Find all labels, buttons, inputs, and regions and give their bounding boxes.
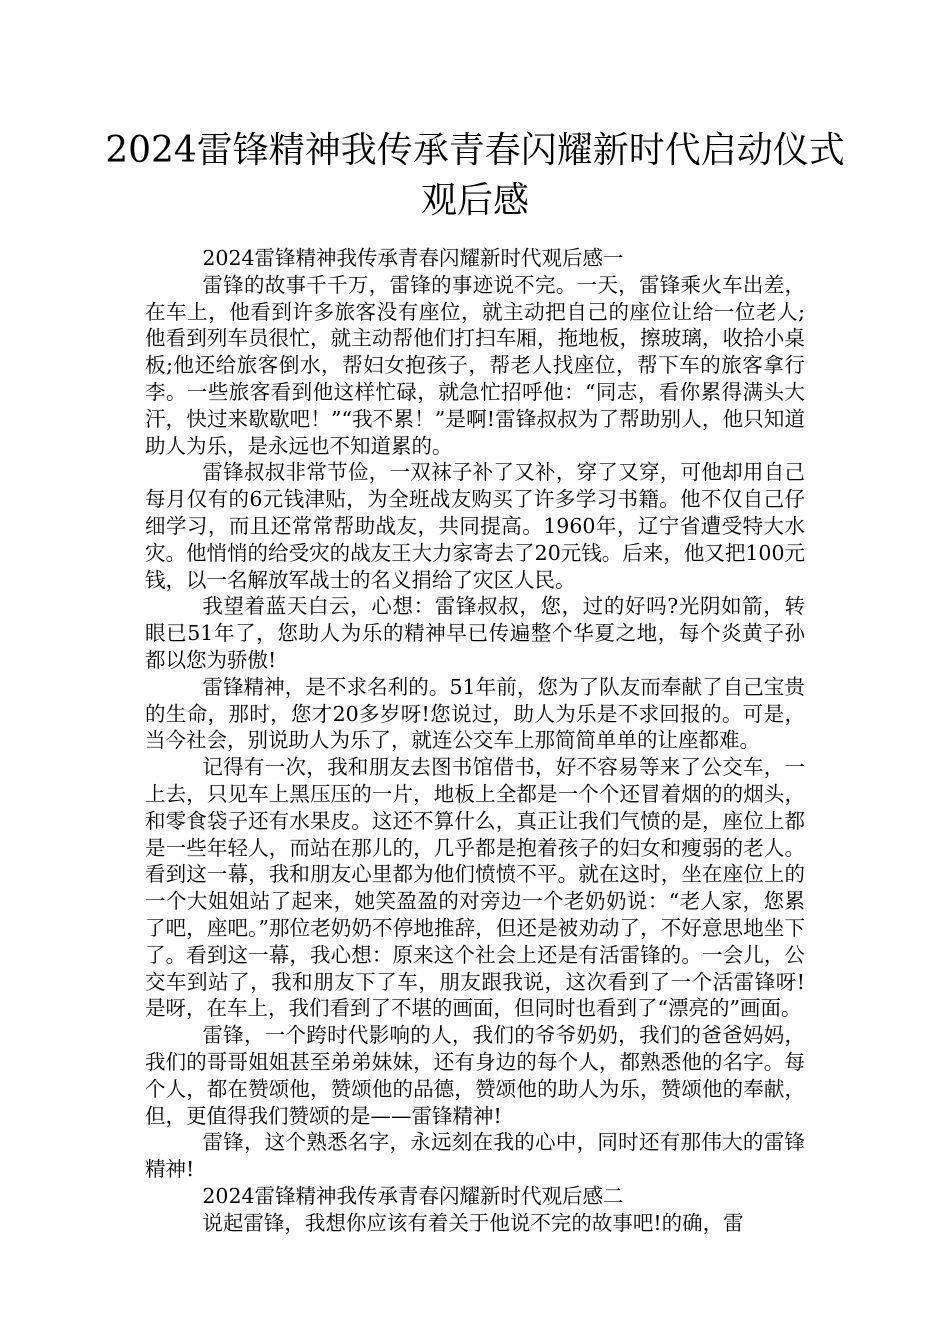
paragraph-5: 记得有一次，我和朋友去图书馆借书，好不容易等来了公交车，一上去，只见车上黑压压的一片，地板上全都是一个个还冒着烟的的烟头，和零食袋子还有水果皮。这还不算什么，真正让我们气愤的是，座位上都是一些年轻人，而站在那儿的，几乎都是抱着孩子的妇女和瘦弱的老人。看到这一幕，我和朋友心里都为他们愤愤不平。就在这时，坐在座位上的一个大姐姐站了起来，她笑盈盈的对旁边一个老奶奶说：“老人家，您累了吧，座吧。”那位老奶奶不停地推辞，但还是被劝动了，不好意思地坐下了。看到这一幕，我心想：原来这个社会上还是有活雷锋的。一会儿，公交车到站了，我和朋友下了车，朋友跟我说，这次看到了一个活雷锋呀!是呀，在车上，我们看到了不堪的画面，但同时也看到了“漂亮的”画面。	[145, 755, 805, 1021]
paragraph-4: 雷锋精神，是不求名利的。51年前，您为了队友而奉献了自己宝贵的生命，那时，您才20多岁呀!您说过，助人为乐是不求回报的。可是，当今社会，别说助人为乐了，就连公交车上那简简单单的让座都难。	[145, 674, 805, 753]
document-body	[145, 245, 805, 1236]
paragraph-6: 雷锋，一个跨时代影响的人，我们的爷爷奶奶，我们的爸爸妈妈，我们的哥哥姐姐甚至弟弟妹妹，还有身边的每个人，都熟悉他的名字。每个人，都在赞颂他，赞颂他的品德，赞颂他的助人为乐，赞颂他的奉献，但，更值得我们赞颂的是——雷锋精神!	[145, 1023, 805, 1128]
paragraph-8: 说起雷锋，我想你应该有着关于他说不完的故事吧!的确，雷	[202, 1210, 744, 1235]
paragraph-2: 雷锋叔叔非常节俭，一双袜子补了又补，穿了又穿，可他却用自己每月仅有的6元钱津贴，为全班战友购买了许多学习书籍。他不仅自己仔细学习，而且还常常帮助战友，共同提高。1960年，辽宁省遭受特大水灾。他悄悄的给受灾的战友王大力家寄去了20元钱。后来，他又把100元钱，以一名解放军战士的名义捐给了灾区人民。	[145, 460, 805, 592]
paragraph-7: 雷锋，这个熟悉名字，永远刻在我的心中，同时还有那伟大的雷锋精神!	[145, 1130, 805, 1182]
document-title: 2024雷锋精神我传承青春闪耀新时代启动仪式观后感	[105, 130, 845, 221]
section-heading-2: 2024雷锋精神我传承青春闪耀新时代观后感二	[202, 1183, 624, 1208]
section-heading-1: 2024雷锋精神我传承青春闪耀新时代观后感一	[202, 246, 624, 270]
paragraph-3: 我望着蓝天白云，心想：雷锋叔叔，您，过的好吗?光阴如箭，转眼已51年了，您助人为乐的精神早已传遍整个华夏之地，每个炎黄子孙都以您为骄傲!	[145, 594, 805, 672]
paragraph-1: 雷锋的故事千千万，雷锋的事迹说不完。一天，雷锋乘火车出差，在车上，他看到许多旅客没有座位，就主动把自己的座位让给一位老人;他看到列车员很忙，就主动帮他们打扫车厢，拖地板，擦玻璃，收拾小桌板;他还给旅客倒水，帮妇女抱孩子，帮老人找座位，帮下车的旅客拿行李。一些旅客看到他这样忙碌，就急忙招呼他：“同志，看你累得满头大汗，快过来歇歇吧！”“我不累！”是啊!雷锋叔叔为了帮助别人，他只知道助人为乐，是永远也不知道累的。	[145, 272, 805, 458]
